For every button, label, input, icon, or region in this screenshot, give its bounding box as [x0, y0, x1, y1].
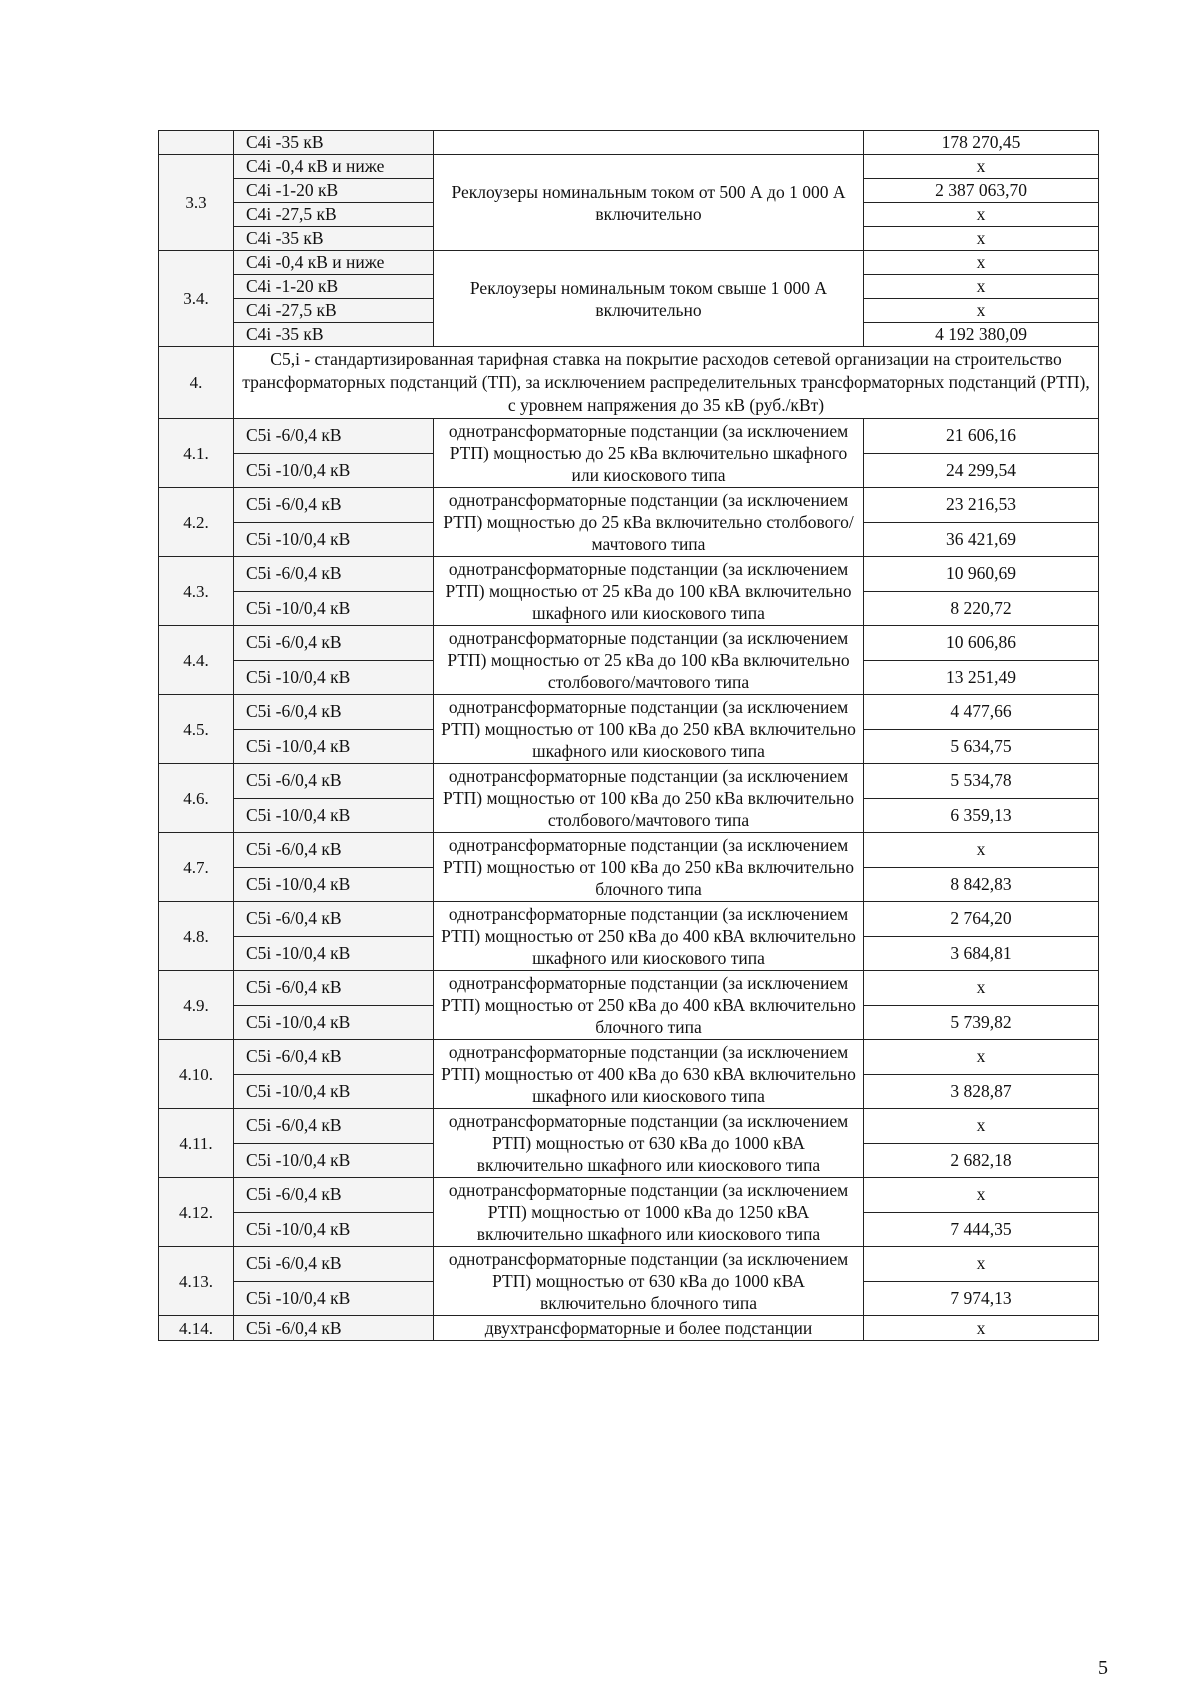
table-row	[159, 131, 1099, 155]
rate-code: C4i -35 кВ	[234, 323, 434, 347]
rate-value: 10 960,69	[864, 557, 1099, 592]
rate-value: x	[864, 251, 1099, 275]
table-row	[159, 419, 1099, 454]
rate-value: 2 682,18	[864, 1143, 1099, 1178]
row-number: 4.2.	[159, 488, 234, 557]
rate-code: C5i -6/0,4 кВ	[234, 764, 434, 799]
rate-code: C5i -6/0,4 кВ	[234, 971, 434, 1006]
rate-value: 178 270,45	[864, 131, 1099, 155]
table-row	[159, 902, 1099, 937]
rate-code: C4i -27,5 кВ	[234, 299, 434, 323]
description: однотрансформаторные подстанции (за исключением РТП) мощностью до 25 кВа включительно шкафного или киоскового типа	[434, 419, 864, 488]
rate-code: C5i -6/0,4 кВ	[234, 1247, 434, 1282]
rate-code: C5i -10/0,4 кВ	[234, 729, 434, 764]
rate-value: 5 739,82	[864, 1005, 1099, 1040]
table-row	[159, 488, 1099, 523]
description: однотрансформаторные подстанции (за исключением РТП) мощностью от 100 кВа до 250 кВА включительно шкафного или киоскового типа	[434, 695, 864, 764]
rate-code: C4i -1-20 кВ	[234, 179, 434, 203]
rate-value: 7 974,13	[864, 1281, 1099, 1316]
rate-code: C4i -0,4 кВ и ниже	[234, 155, 434, 179]
rate-value: 24 299,54	[864, 453, 1099, 488]
rate-code: C5i -10/0,4 кВ	[234, 1212, 434, 1247]
rate-code: C5i -6/0,4 кВ	[234, 488, 434, 523]
table-row	[159, 833, 1099, 868]
rate-code: C5i -6/0,4 кВ	[234, 1040, 434, 1075]
rate-value: 2 764,20	[864, 902, 1099, 937]
rate-value: 10 606,86	[864, 626, 1099, 661]
table-row	[159, 1178, 1099, 1213]
description: однотрансформаторные подстанции (за исключением РТП) мощностью от 25 кВа до 100 кВа включительно столбового/мачтового типа	[434, 626, 864, 695]
section-row	[159, 347, 1099, 419]
row-number: 4.4.	[159, 626, 234, 695]
description	[434, 131, 864, 155]
rate-value: x	[864, 275, 1099, 299]
rate-code: C5i -10/0,4 кВ	[234, 591, 434, 626]
rate-value: x	[864, 227, 1099, 251]
rate-code: C5i -6/0,4 кВ	[234, 1109, 434, 1144]
rate-code: C5i -10/0,4 кВ	[234, 798, 434, 833]
rate-value: x	[864, 1247, 1099, 1282]
rate-value: 4 477,66	[864, 695, 1099, 730]
table-row	[159, 251, 1099, 275]
tariff-table-container	[158, 130, 1098, 1341]
description: однотрансформаторные подстанции (за исключением РТП) мощностью от 630 кВа до 1000 кВА включительно шкафного или киоскового типа	[434, 1109, 864, 1178]
table-row	[159, 1040, 1099, 1075]
row-number	[159, 131, 234, 155]
tariff-table	[158, 130, 1099, 1341]
rate-value: x	[864, 1040, 1099, 1075]
rate-code: C4i -35 кВ	[234, 131, 434, 155]
section-title: C5,i - стандартизированная тарифная ставка на покрытие расходов сетевой организации на строительство трансформаторных подстанций (ТП), за исключением распределительных трансформаторных подстанций (РТП), с уровнем напряжения до 35 кВ (руб./кВт)	[234, 347, 1099, 419]
rate-value: x	[864, 203, 1099, 227]
row-number: 4.12.	[159, 1178, 234, 1247]
rate-code: C5i -6/0,4 кВ	[234, 626, 434, 661]
rate-value: 5 634,75	[864, 729, 1099, 764]
row-number: 4.3.	[159, 557, 234, 626]
row-number: 3.3	[159, 155, 234, 251]
table-row	[159, 155, 1099, 179]
description: однотрансформаторные подстанции (за исключением РТП) мощностью от 100 кВа до 250 кВа включительно столбового/мачтового типа	[434, 764, 864, 833]
table-row	[159, 764, 1099, 799]
table-row	[159, 1247, 1099, 1282]
description: Реклоузеры номинальным током свыше 1 000 А включительно	[434, 251, 864, 347]
rate-value: 5 534,78	[864, 764, 1099, 799]
rate-value: 21 606,16	[864, 419, 1099, 454]
rate-code: C5i -10/0,4 кВ	[234, 1143, 434, 1178]
rate-code: C5i -6/0,4 кВ	[234, 1178, 434, 1213]
page-number: 5	[1098, 1657, 1108, 1679]
table-row	[159, 1316, 1099, 1341]
rate-code: C5i -6/0,4 кВ	[234, 833, 434, 868]
rate-code: C4i -35 кВ	[234, 227, 434, 251]
row-number: 4.6.	[159, 764, 234, 833]
description: однотрансформаторные подстанции (за исключением РТП) мощностью от 250 кВа до 400 кВА включительно блочного типа	[434, 971, 864, 1040]
table-row	[159, 971, 1099, 1006]
rate-code: C5i -10/0,4 кВ	[234, 1074, 434, 1109]
description: двухтрансформаторные и более подстанции	[434, 1316, 864, 1341]
row-number: 3.4.	[159, 251, 234, 347]
rate-code: C5i -6/0,4 кВ	[234, 695, 434, 730]
rate-value: x	[864, 1316, 1099, 1341]
rate-value: 36 421,69	[864, 522, 1099, 557]
table-row	[159, 695, 1099, 730]
rate-value: 8 842,83	[864, 867, 1099, 902]
rate-value: 23 216,53	[864, 488, 1099, 523]
row-number: 4.14.	[159, 1316, 234, 1341]
rate-value: x	[864, 1178, 1099, 1213]
rate-value: x	[864, 1109, 1099, 1144]
row-number: 4.13.	[159, 1247, 234, 1316]
row-number: 4.1.	[159, 419, 234, 488]
rate-code: C5i -10/0,4 кВ	[234, 453, 434, 488]
rate-value: 4 192 380,09	[864, 323, 1099, 347]
rate-value: x	[864, 299, 1099, 323]
table-row	[159, 626, 1099, 661]
row-number: 4.9.	[159, 971, 234, 1040]
rate-value: 2 387 063,70	[864, 179, 1099, 203]
rate-value: x	[864, 155, 1099, 179]
rate-code: C5i -6/0,4 кВ	[234, 902, 434, 937]
row-number: 4.11.	[159, 1109, 234, 1178]
rate-code: C5i -6/0,4 кВ	[234, 557, 434, 592]
row-number: 4.5.	[159, 695, 234, 764]
description: Реклоузеры номинальным током от 500 А до 1 000 А включительно	[434, 155, 864, 251]
table-row	[159, 557, 1099, 592]
rate-code: C5i -10/0,4 кВ	[234, 936, 434, 971]
description: однотрансформаторные подстанции (за исключением РТП) мощностью от 1000 кВа до 1250 кВА включительно шкафного или киоскового типа	[434, 1178, 864, 1247]
rate-code: C5i -10/0,4 кВ	[234, 867, 434, 902]
rate-code: C5i -6/0,4 кВ	[234, 419, 434, 454]
row-number: 4.10.	[159, 1040, 234, 1109]
description: однотрансформаторные подстанции (за исключением РТП) мощностью от 630 кВа до 1000 кВА включительно блочного типа	[434, 1247, 864, 1316]
row-number: 4.8.	[159, 902, 234, 971]
rate-code: C5i -10/0,4 кВ	[234, 1005, 434, 1040]
rate-value: 3 828,87	[864, 1074, 1099, 1109]
rate-value: x	[864, 833, 1099, 868]
description: однотрансформаторные подстанции (за исключением РТП) мощностью от 250 кВа до 400 кВА включительно шкафного или киоскового типа	[434, 902, 864, 971]
rate-code: C5i -10/0,4 кВ	[234, 1281, 434, 1316]
rate-value: x	[864, 971, 1099, 1006]
rate-value: 3 684,81	[864, 936, 1099, 971]
row-number: 4.7.	[159, 833, 234, 902]
table-row	[159, 1109, 1099, 1144]
rate-code: C4i -1-20 кВ	[234, 275, 434, 299]
rate-value: 13 251,49	[864, 660, 1099, 695]
description: однотрансформаторные подстанции (за исключением РТП) мощностью от 400 кВа до 630 кВА включительно шкафного или киоскового типа	[434, 1040, 864, 1109]
rate-code: C5i -6/0,4 кВ	[234, 1316, 434, 1341]
rate-value: 7 444,35	[864, 1212, 1099, 1247]
rate-value: 8 220,72	[864, 591, 1099, 626]
description: однотрансформаторные подстанции (за исключением РТП) мощностью от 100 кВа до 250 кВа включительно блочного типа	[434, 833, 864, 902]
section-number: 4.	[159, 347, 234, 419]
rate-code: C4i -0,4 кВ и ниже	[234, 251, 434, 275]
description: однотрансформаторные подстанции (за исключением РТП) мощностью до 25 кВа включительно столбового/мачтового типа	[434, 488, 864, 557]
rate-code: C4i -27,5 кВ	[234, 203, 434, 227]
description: однотрансформаторные подстанции (за исключением РТП) мощностью от 25 кВа до 100 кВА включительно шкафного или киоскового типа	[434, 557, 864, 626]
rate-code: C5i -10/0,4 кВ	[234, 660, 434, 695]
rate-value: 6 359,13	[864, 798, 1099, 833]
rate-code: C5i -10/0,4 кВ	[234, 522, 434, 557]
